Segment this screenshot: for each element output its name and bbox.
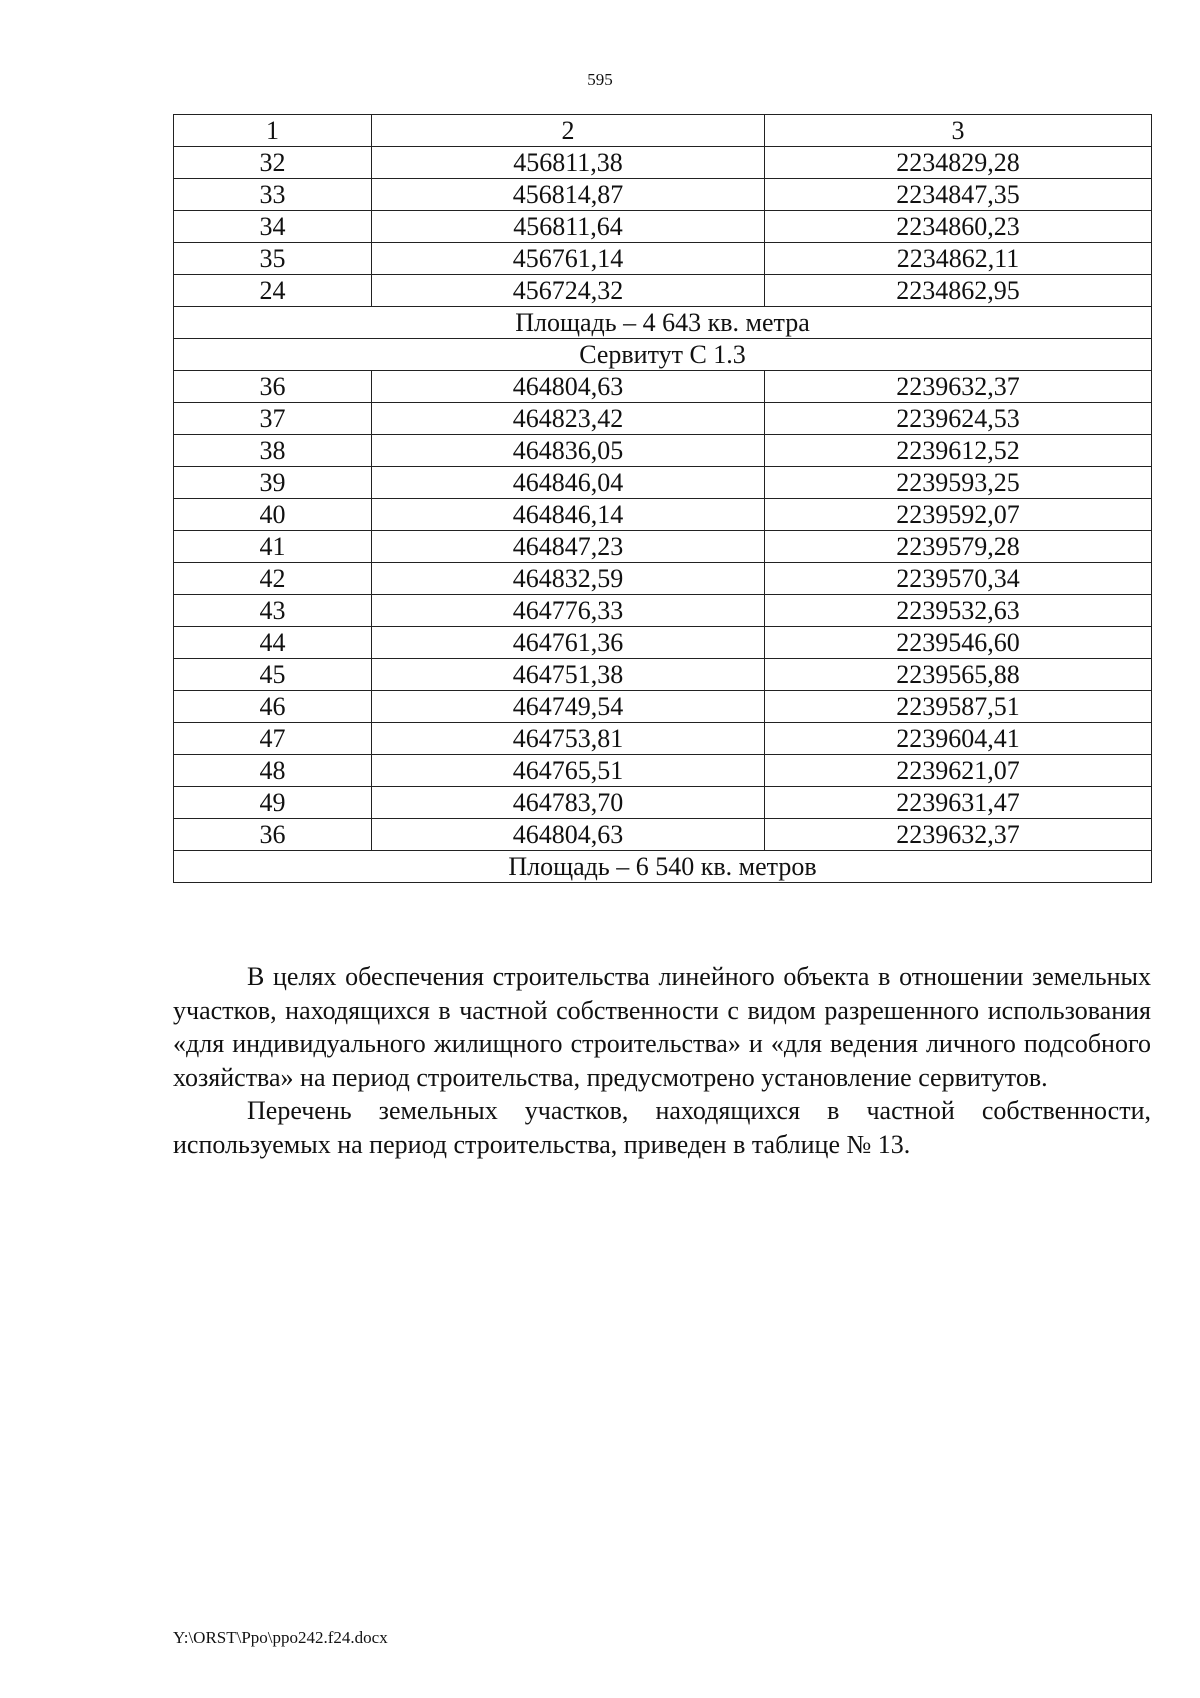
table-row xyxy=(174,147,1152,179)
y-coordinate-cell: 2239592,07 xyxy=(765,499,1152,531)
summary-cell: Сервитут С 1.3 xyxy=(174,339,1152,371)
point-number-cell: 39 xyxy=(174,467,372,499)
table-row xyxy=(174,499,1152,531)
point-number-cell: 37 xyxy=(174,403,372,435)
table-row xyxy=(174,371,1152,403)
point-number-cell: 36 xyxy=(174,819,372,851)
y-coordinate-cell: 2239604,41 xyxy=(765,723,1152,755)
table-row xyxy=(174,595,1152,627)
y-coordinate-cell: 2239632,37 xyxy=(765,371,1152,403)
point-number-cell: 47 xyxy=(174,723,372,755)
x-coordinate-cell: 464804,63 xyxy=(372,371,765,403)
x-coordinate-cell: 464836,05 xyxy=(372,435,765,467)
y-coordinate-cell: 2239579,28 xyxy=(765,531,1152,563)
x-coordinate-cell: 464749,54 xyxy=(372,691,765,723)
point-number-cell: 35 xyxy=(174,243,372,275)
table-header-row xyxy=(174,115,1152,147)
point-number-cell: 45 xyxy=(174,659,372,691)
summary-cell: Площадь – 4 643 кв. метра xyxy=(174,307,1152,339)
point-number-cell: 38 xyxy=(174,435,372,467)
table-row xyxy=(174,627,1152,659)
table-row xyxy=(174,531,1152,563)
point-number-cell: 24 xyxy=(174,275,372,307)
y-coordinate-cell: 2239612,52 xyxy=(765,435,1152,467)
table-summary-row xyxy=(174,851,1152,883)
x-coordinate-cell: 464847,23 xyxy=(372,531,765,563)
x-coordinate-cell: 456814,87 xyxy=(372,179,765,211)
table-row xyxy=(174,403,1152,435)
x-coordinate-cell: 456761,14 xyxy=(372,243,765,275)
y-coordinate-cell: 2239631,47 xyxy=(765,787,1152,819)
y-coordinate-cell: 2234847,35 xyxy=(765,179,1152,211)
point-number-cell: 41 xyxy=(174,531,372,563)
x-coordinate-cell: 464761,36 xyxy=(372,627,765,659)
point-number-cell: 48 xyxy=(174,755,372,787)
y-coordinate-cell: 2239593,25 xyxy=(765,467,1152,499)
table-row xyxy=(174,563,1152,595)
x-coordinate-cell: 464751,38 xyxy=(372,659,765,691)
x-coordinate-cell: 456724,32 xyxy=(372,275,765,307)
x-coordinate-cell: 456811,38 xyxy=(372,147,765,179)
table-row xyxy=(174,467,1152,499)
point-number-cell: 36 xyxy=(174,371,372,403)
point-number-cell: 40 xyxy=(174,499,372,531)
table-row xyxy=(174,691,1152,723)
paragraph: Перечень земельных участков, находящихся в частной собственности, используемых на период строительства, приведен в таблице № 13. xyxy=(173,1096,1151,1159)
point-number-cell: 34 xyxy=(174,211,372,243)
header-cell: 3 xyxy=(765,115,1152,147)
x-coordinate-cell: 464753,81 xyxy=(372,723,765,755)
point-number-cell: 49 xyxy=(174,787,372,819)
table-row xyxy=(174,179,1152,211)
x-coordinate-cell: 464804,63 xyxy=(372,819,765,851)
table-summary-row xyxy=(174,339,1152,371)
y-coordinate-cell: 2239587,51 xyxy=(765,691,1152,723)
x-coordinate-cell: 464846,14 xyxy=(372,499,765,531)
x-coordinate-cell: 464776,33 xyxy=(372,595,765,627)
page-number: 595 xyxy=(587,70,613,89)
y-coordinate-cell: 2239565,88 xyxy=(765,659,1152,691)
table-row xyxy=(174,211,1152,243)
table-row xyxy=(174,755,1152,787)
table-row xyxy=(174,659,1152,691)
x-coordinate-cell: 464832,59 xyxy=(372,563,765,595)
x-coordinate-cell: 456811,64 xyxy=(372,211,765,243)
table-row xyxy=(174,243,1152,275)
y-coordinate-cell: 2239532,63 xyxy=(765,595,1152,627)
body-text xyxy=(173,960,1151,1161)
table-row xyxy=(174,723,1152,755)
point-number-cell: 33 xyxy=(174,179,372,211)
x-coordinate-cell: 464783,70 xyxy=(372,787,765,819)
y-coordinate-cell: 2234862,95 xyxy=(765,275,1152,307)
header-cell: 2 xyxy=(372,115,765,147)
coordinates-table xyxy=(173,114,1152,883)
y-coordinate-cell: 2239632,37 xyxy=(765,819,1152,851)
y-coordinate-cell: 2239624,53 xyxy=(765,403,1152,435)
point-number-cell: 32 xyxy=(174,147,372,179)
y-coordinate-cell: 2239546,60 xyxy=(765,627,1152,659)
table-row xyxy=(174,435,1152,467)
x-coordinate-cell: 464765,51 xyxy=(372,755,765,787)
y-coordinate-cell: 2234860,23 xyxy=(765,211,1152,243)
y-coordinate-cell: 2239621,07 xyxy=(765,755,1152,787)
y-coordinate-cell: 2239570,34 xyxy=(765,563,1152,595)
table-row xyxy=(174,819,1152,851)
header-cell: 1 xyxy=(174,115,372,147)
point-number-cell: 46 xyxy=(174,691,372,723)
paragraph: В целях обеспечения строительства линейного объекта в отношении земельных участков, находящихся в частной собственности с видом разрешенного использования «для индивидуального жилищного строительства» и «для ведения личного подсобного хозяйства» на период строительства, предусмотрено установление сервитутов. xyxy=(173,962,1151,1092)
table-row xyxy=(174,787,1152,819)
y-coordinate-cell: 2234829,28 xyxy=(765,147,1152,179)
x-coordinate-cell: 464846,04 xyxy=(372,467,765,499)
footer-file-path: Y:\ORST\Ppo\ppo242.f24.docx xyxy=(173,1628,388,1647)
table-summary-row xyxy=(174,307,1152,339)
point-number-cell: 43 xyxy=(174,595,372,627)
y-coordinate-cell: 2234862,11 xyxy=(765,243,1152,275)
point-number-cell: 44 xyxy=(174,627,372,659)
point-number-cell: 42 xyxy=(174,563,372,595)
table-row xyxy=(174,275,1152,307)
summary-cell: Площадь – 6 540 кв. метров xyxy=(174,851,1152,883)
x-coordinate-cell: 464823,42 xyxy=(372,403,765,435)
